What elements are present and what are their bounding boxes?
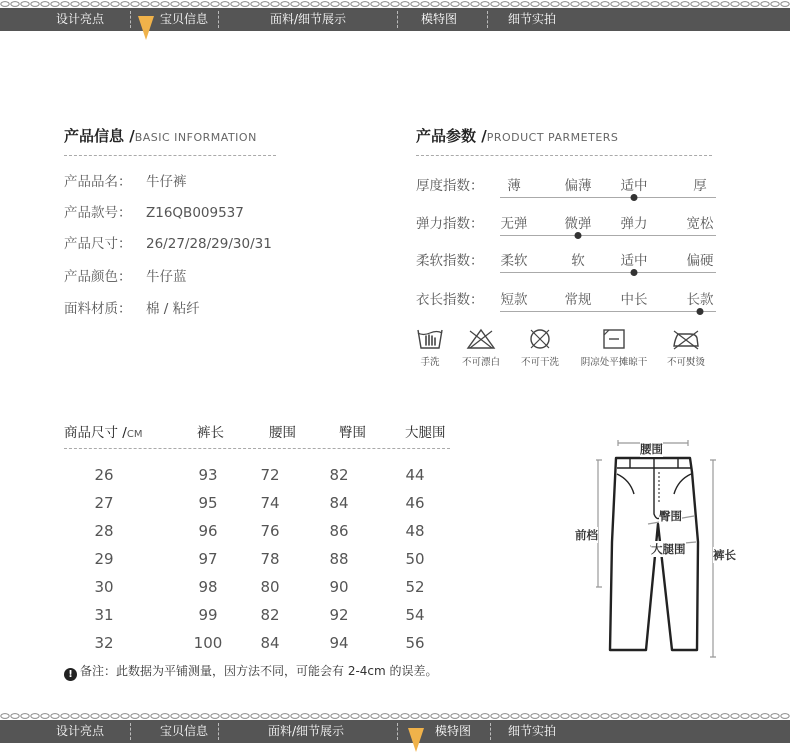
measure-cell: 78 [260,550,280,568]
measure-cell: 93 [198,466,218,484]
measure-cell: 100 [193,634,223,652]
param-row [416,174,716,204]
nav-separator [490,723,491,740]
nav-item-design[interactable]: 设计亮点 [56,12,105,26]
info-value: 26/27/28/29/30/31 [146,236,272,252]
measure-cell: 98 [198,578,218,596]
nav-item-design[interactable]: 设计亮点 [56,724,105,738]
param-track [500,235,716,236]
param-indicator-dot [697,308,704,315]
param-option: 微弹 [564,216,592,232]
param-option: 弹力 [620,216,648,232]
nav-separator [218,11,219,28]
param-row [416,212,716,242]
info-row-material [64,297,200,317]
measure-cell: 86 [329,522,349,540]
care-label: 不可熨烫 [666,357,705,368]
size-cell: 30 [94,578,114,596]
divider [64,448,450,449]
hand-wash-icon [415,327,445,351]
measure-cell: 56 [405,634,425,652]
shade-dry-icon [600,327,628,351]
info-row-code [64,201,244,221]
measure-cell: 46 [405,494,425,512]
care-shade-dry [578,327,650,368]
measure-cell: 92 [329,606,349,624]
warning-icon: ! [64,668,77,681]
param-option: 长款 [686,292,714,308]
nav-active-marker [408,728,424,752]
measure-cell: 72 [260,466,280,484]
param-indicator-dot [575,232,582,239]
care-label: 手洗 [420,357,440,368]
no-tumble-dry-icon [526,327,554,351]
nav-separator [487,11,488,28]
info-row-name [64,170,187,190]
measure-cell: 96 [198,522,218,540]
info-row-size [64,232,272,252]
measure-cell: 52 [405,578,425,596]
param-option: 适中 [620,253,648,269]
nav-separator [397,723,398,740]
product-info-title [64,125,257,146]
nav-item-product-info[interactable]: 宝贝信息 [160,12,209,26]
measure-cell: 94 [329,634,349,652]
param-row [416,288,716,318]
nav-item-detail[interactable]: 细节实拍 [508,12,557,26]
size-table-title-cn: 商品尺寸 / [64,425,127,441]
param-option: 偏薄 [564,178,592,194]
size-cell: 31 [94,606,114,624]
divider [416,155,712,156]
info-value: 牛仔蓝 [146,269,187,285]
size-cell: 27 [94,494,114,512]
measure-cell: 48 [405,522,425,540]
product-info-title-en: BASIC INFORMATION [134,131,257,144]
nav-separator [130,723,131,740]
col-header-hip: 臀围 [339,425,366,441]
care-no-tumble-dry [504,327,576,368]
nav-separator [218,723,219,740]
size-table-title [64,421,142,441]
nav-item-model[interactable]: 模特图 [435,724,472,738]
param-option: 偏硬 [686,253,714,269]
care-no-iron [650,327,722,368]
param-track [500,311,716,312]
col-header-length: 裤长 [197,425,224,441]
measure-cell: 88 [329,550,349,568]
measure-cell: 76 [260,522,280,540]
param-label: 厚度指数： [416,178,484,194]
info-value: Z16QB009537 [146,205,244,221]
product-info-title-cn: 产品信息 / [64,127,135,145]
param-indicator-dot [631,194,638,201]
nav-strip [0,720,790,743]
measure-cell: 80 [260,578,280,596]
chain-border [0,712,790,720]
nav-active-marker [138,16,154,40]
param-indicator-dot [631,269,638,276]
size-cell: 29 [94,550,114,568]
size-cell: 28 [94,522,114,540]
diagram-label-hip: 臀围 [659,509,682,523]
param-option: 薄 [507,178,521,194]
param-option: 中长 [620,292,648,308]
size-cell: 26 [94,466,114,484]
measure-cell: 50 [405,550,425,568]
divider [64,155,276,156]
nav-item-model[interactable]: 模特图 [421,12,458,26]
care-label: 不可干洗 [520,357,559,368]
measure-cell: 95 [198,494,218,512]
param-option: 短款 [500,292,528,308]
product-params-title [416,125,618,146]
care-label: 阴凉处平摊晾干 [580,357,648,368]
measure-cell: 90 [329,578,349,596]
nav-separator [130,11,131,28]
note-text: 备注：此数据为平铺测量，因方法不同，可能会有 2-4cm 的误差。 [80,664,438,678]
measure-cell: 54 [405,606,425,624]
param-option: 软 [571,253,585,269]
col-header-waist: 腰围 [269,425,296,441]
no-iron-icon [670,327,702,351]
info-value: 棉 / 粘纤 [146,301,200,317]
info-label: 产品颜色： [64,269,132,285]
param-row [416,249,716,279]
measure-cell: 84 [329,494,349,512]
measure-cell: 74 [260,494,280,512]
measure-cell: 82 [329,466,349,484]
param-label: 衣长指数： [416,292,484,308]
nav-item-fabric[interactable]: 面料/细节展示 [268,724,345,738]
bottom-nav-bar [0,712,790,745]
info-label: 产品品名： [64,174,132,190]
diagram-label-length: 裤长 [713,548,736,562]
no-bleach-icon [465,327,497,351]
param-option: 无弹 [500,216,528,232]
param-option: 厚 [693,178,707,194]
param-label: 弹力指数： [416,216,484,232]
measure-cell: 84 [260,634,280,652]
info-label: 产品款号： [64,205,132,221]
info-row-color [64,265,187,285]
param-track [500,272,716,273]
nav-item-fabric[interactable]: 面料/细节展示 [270,12,347,26]
nav-item-product-info[interactable]: 宝贝信息 [160,724,209,738]
param-option: 适中 [620,178,648,194]
col-header-thigh: 大腿围 [405,425,446,441]
info-label: 产品尺寸： [64,236,132,252]
product-params-title-cn: 产品参数 / [416,127,487,145]
diagram-label-waist: 腰围 [640,442,663,456]
measure-cell: 99 [198,606,218,624]
nav-separator [397,11,398,28]
product-params-title-en: PRODUCT PARMETERS [486,131,619,144]
param-option: 宽松 [686,216,714,232]
measure-cell: 44 [405,466,425,484]
diagram-label-front-rise: 前档 [575,528,598,542]
size-cell: 32 [94,634,114,652]
info-value: 牛仔裤 [146,174,187,190]
param-option: 柔软 [500,253,528,269]
diagram-label-thigh: 大腿围 [651,542,686,556]
param-track [500,197,716,198]
nav-item-detail[interactable]: 细节实拍 [508,724,557,738]
measure-cell: 97 [198,550,218,568]
chain-border [0,0,790,8]
measurement-note [64,662,438,681]
param-label: 柔软指数： [416,253,484,269]
care-label: 不可漂白 [461,357,500,368]
measure-cell: 82 [260,606,280,624]
size-table-unit: CM [126,429,143,440]
top-nav-bar [0,0,790,33]
nav-strip [0,8,790,31]
param-option: 常规 [564,292,592,308]
info-label: 面料材质： [64,301,132,317]
